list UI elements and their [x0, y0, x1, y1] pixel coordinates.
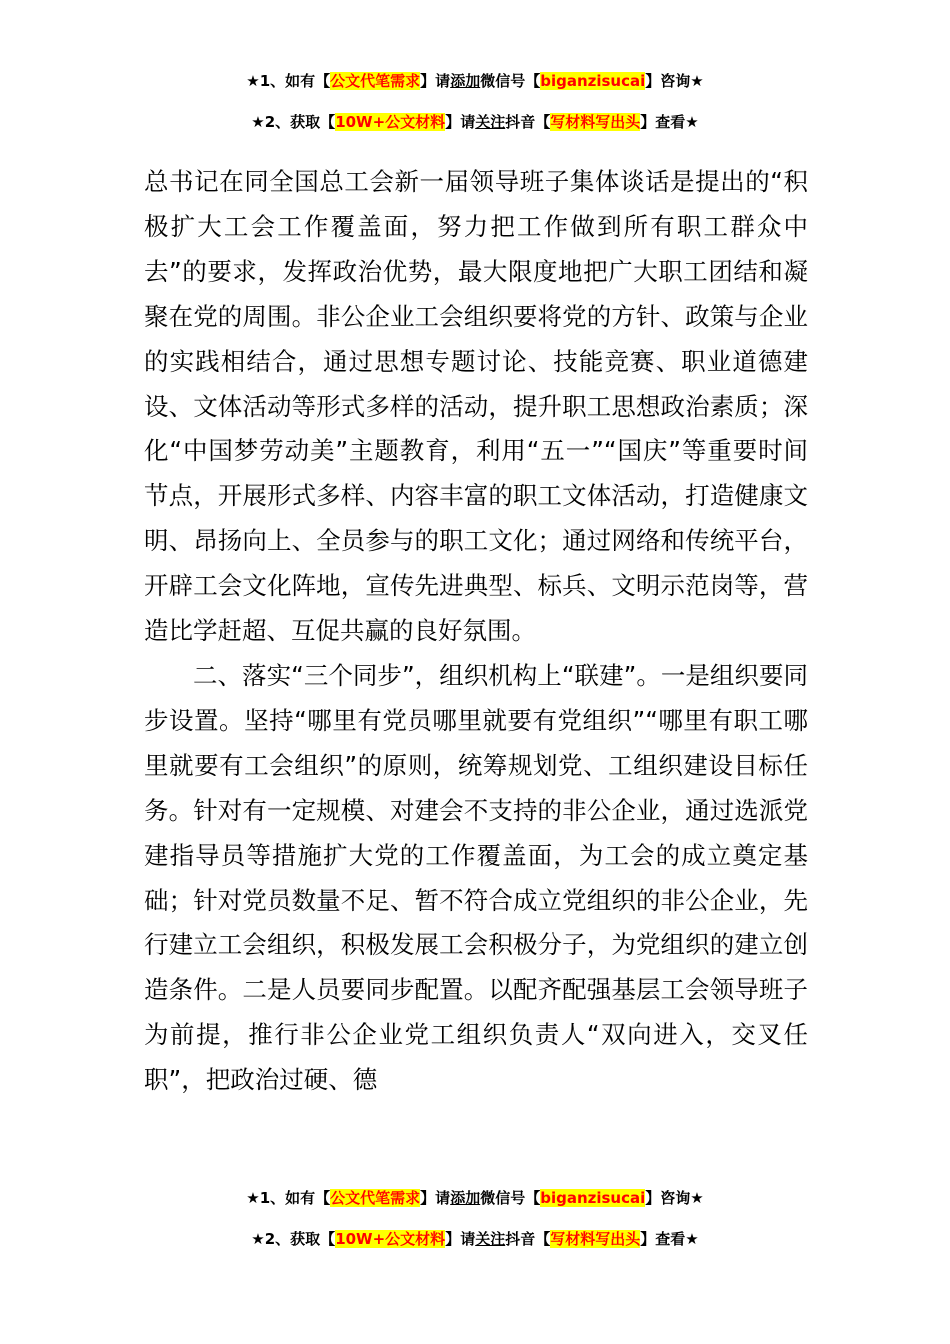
promo-text: 抖音【 — [505, 1230, 551, 1248]
promo-suffix: 】查看★ — [640, 1230, 699, 1248]
promo-wechat-id: biganzisucai — [540, 1189, 646, 1207]
body-paragraph-2: 二、落实“三个同步”，组织机构上“联建”。一是组织要同步设置。坚持“哪里有党员哪里就要有党组织”“哪里有职工哪里就要有工会组织”的原则，统筹规划党、工组织建设目标任务。针对有一定规模、对建会不支持的非公企业，通过选派党建指导员等措施扩大党的工作覆盖面，为工会的成立奠定基础；针对党员数量不足、暂不符合成立党组织的非公企业，先行建立工会组织，积极发展工会积极分子，为党组织的建立创造条件。二是人员要同步配置。以配齐配强基层工会领导班子为前提，推行非公企业党工组织负责人“双向进入，交叉任职”，把政治过硬、德 — [144, 660, 808, 1095]
document-body — [144, 160, 808, 1103]
promo-text: 微信号【 — [480, 1189, 541, 1207]
footer-promo-line-1 — [0, 1187, 950, 1209]
promo-prefix: ★1、如有【 — [246, 1189, 331, 1207]
promo-underlined-text: 关注 — [475, 113, 506, 131]
promo-underlined-text: 添加 — [450, 72, 481, 90]
footer-promo-line-2 — [0, 1228, 950, 1250]
header-promo-line-2 — [0, 111, 950, 133]
promo-prefix: ★1、如有【 — [246, 72, 331, 90]
promo-prefix: ★2、获取【 — [251, 1230, 336, 1248]
promo-douyin-account: 写材料写出头 — [550, 1230, 641, 1248]
body-paragraph-1: 总书记在同全国总工会新一届领导班子集体谈话是提出的“积极扩大工会工作覆盖面，努力把工作做到所有职工群众中去”的要求，发挥政治优势，最大限度地把广大职工团结和凝聚在党的周围。非公企业工会组织要将党的方针、政策与企业的实践相结合，通过思想专题讨论、技能竞赛、职业道德建设、文体活动等形式多样的活动，提升职工思想政治素质；深化“中国梦劳动美”主题教育，利用“五一”“国庆”等重要时间节点，开展形式多样、内容丰富的职工文体活动，打造健康文明、昂扬向上、全员参与的职工文化；通过网络和传统平台，开辟工会文化阵地，宣传先进典型、标兵、文明示范岗等，营造比学赶超、互促共赢的良好氛围。 — [144, 167, 808, 646]
promo-highlight: 公文代笔需求 — [330, 1189, 421, 1207]
promo-underlined-text: 添加 — [450, 1189, 481, 1207]
promo-text: 】请 — [445, 1230, 476, 1248]
promo-wechat-id: biganzisucai — [540, 72, 646, 90]
promo-douyin-account: 写材料写出头 — [550, 113, 641, 131]
promo-text: 】请 — [420, 72, 451, 90]
promo-text: 微信号【 — [480, 72, 541, 90]
promo-suffix: 】查看★ — [640, 113, 699, 131]
promo-text: 抖音【 — [505, 113, 551, 131]
promo-text: 】请 — [420, 1189, 451, 1207]
promo-text: 】请 — [445, 113, 476, 131]
promo-prefix: ★2、获取【 — [251, 113, 336, 131]
promo-highlight: 公文代笔需求 — [330, 72, 421, 90]
promo-suffix: 】咨询★ — [645, 1189, 704, 1207]
promo-underlined-text: 关注 — [475, 1230, 506, 1248]
promo-highlight: 10W+公文材料 — [335, 113, 446, 131]
promo-highlight: 10W+公文材料 — [335, 1230, 446, 1248]
promo-suffix: 】咨询★ — [645, 72, 704, 90]
header-promo-line-1 — [0, 70, 950, 92]
